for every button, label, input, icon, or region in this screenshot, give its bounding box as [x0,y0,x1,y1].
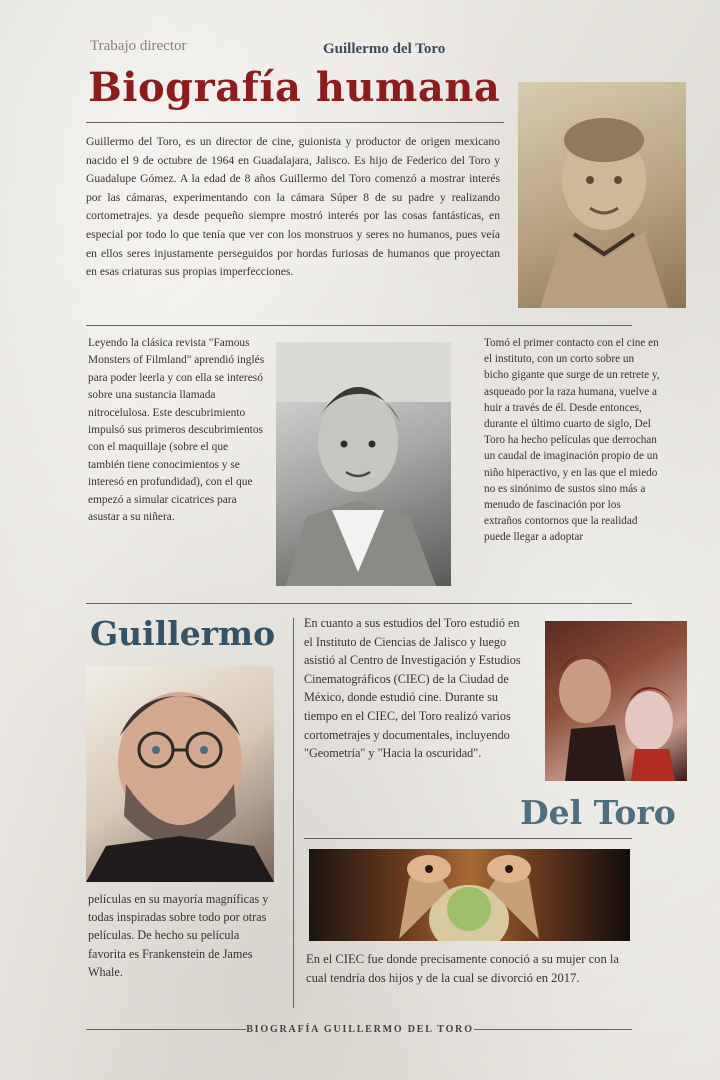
footer-rule-right [474,1029,632,1030]
section-divider-3 [304,838,632,839]
middle-right-paragraph: Tomó el primer contacto con el cine en el instituto, con un corto sobre un bicho gigante que surge de un retrete y, asqueado por la raza humana, vuelve a huir a través de él. Desde entonces, durante el último cuarto de siglo, Del Toro ha hecho películas que derrochan un caudal de imaginación propio de un niño hiperactivo, y en las que el miedo no es sinónimo de sustos sino más a menudo de fascinación por los extraños contornos que la realidad puede llegar a adoptar [484,337,660,544]
marriage-paragraph: En el CIEC fue donde precisamente conoció a su mujer con la cual tendría dos hijos y de la cual se divorció en 2017. [306,952,619,986]
section-divider-2 [86,603,632,604]
makeup-photo [545,621,687,781]
young-portrait-photo [276,342,451,586]
intro-paragraph: Guillermo del Toro, es un director de cine, guionista y productor de origen mexicano nacido el 9 de octubre de 1964 en Guadalajara, Jalisco. Es hijo de Federico del Toro y Guadalupe Gómez. A la edad de 8 años Guillermo del Toro comenzó a mostrar interés por las cámaras, experimentando con la cámara Súper 8 de su padre y realizando cortometrajes. ya desde pequeño siempre mostró interés por las cosas fantásticas, en especial por todo lo que tenía que ver con los monstruos y seres no humanos, pues veía en ellos seres injustamente perseguidos por hordas furiosas de humanos que proyectan en esas criaturas sus propias imperfecciones. [86,135,500,279]
pale-man-photo [309,849,630,941]
heading-del-toro: Del Toro [520,793,676,832]
middle-left-paragraph: Leyendo la clásica revista "Famous Monsters of Filmland" aprendió inglés para poder leerla y con ella se interesó sobre una sustancia llamada nitrocelulosa. Este descubrimiento impulsó sus primeros descubrimientos con el maquillaje (sobre el que también tiene conocimientos y se interesó en profundidad), con el que empezó a simular cicatrices para asustar a su niñera. [88,337,265,524]
bearded-man-portrait-icon [86,666,274,882]
heading-guillermo: Guillermo [90,614,276,653]
vertical-divider-left [293,618,294,1008]
adult-portrait-photo [86,666,274,882]
makeup-scene-icon [545,621,687,781]
studies-paragraph: En cuanto a sus estudios del Toro estudió en el Instituto de Ciencias de Jalisco y luego asistió al Centro de Investigación y Estudios Cinematográficos (CIEC) de la Ciudad de México, donde estudió cine. Durante su tiempo en el CIEC, del Toro realizó varios cortometrajes y documentales, incluyendo "Geometría" y "Hacia la oscuridad". [304,616,521,761]
footer-title: BIOGRAFÍA GUILLERMO DEL TORO [246,1024,474,1035]
childhood-photo [518,82,686,308]
child-portrait-icon [518,82,686,308]
young-man-portrait-icon [276,342,451,586]
kicker-text: Trabajo director [90,38,187,54]
pale-man-creature-icon [309,849,630,941]
title-rule [86,122,504,123]
section-divider-1 [86,325,632,326]
byline: Guillermo del Toro [323,41,446,57]
page-title: Biografía humana [88,64,501,111]
favorite-film-paragraph: películas en su mayoría magníficas y todas inspiradas sobre todo por otras películas. De hecho su película favorita es Frankenstein de James Whale. [88,892,269,979]
